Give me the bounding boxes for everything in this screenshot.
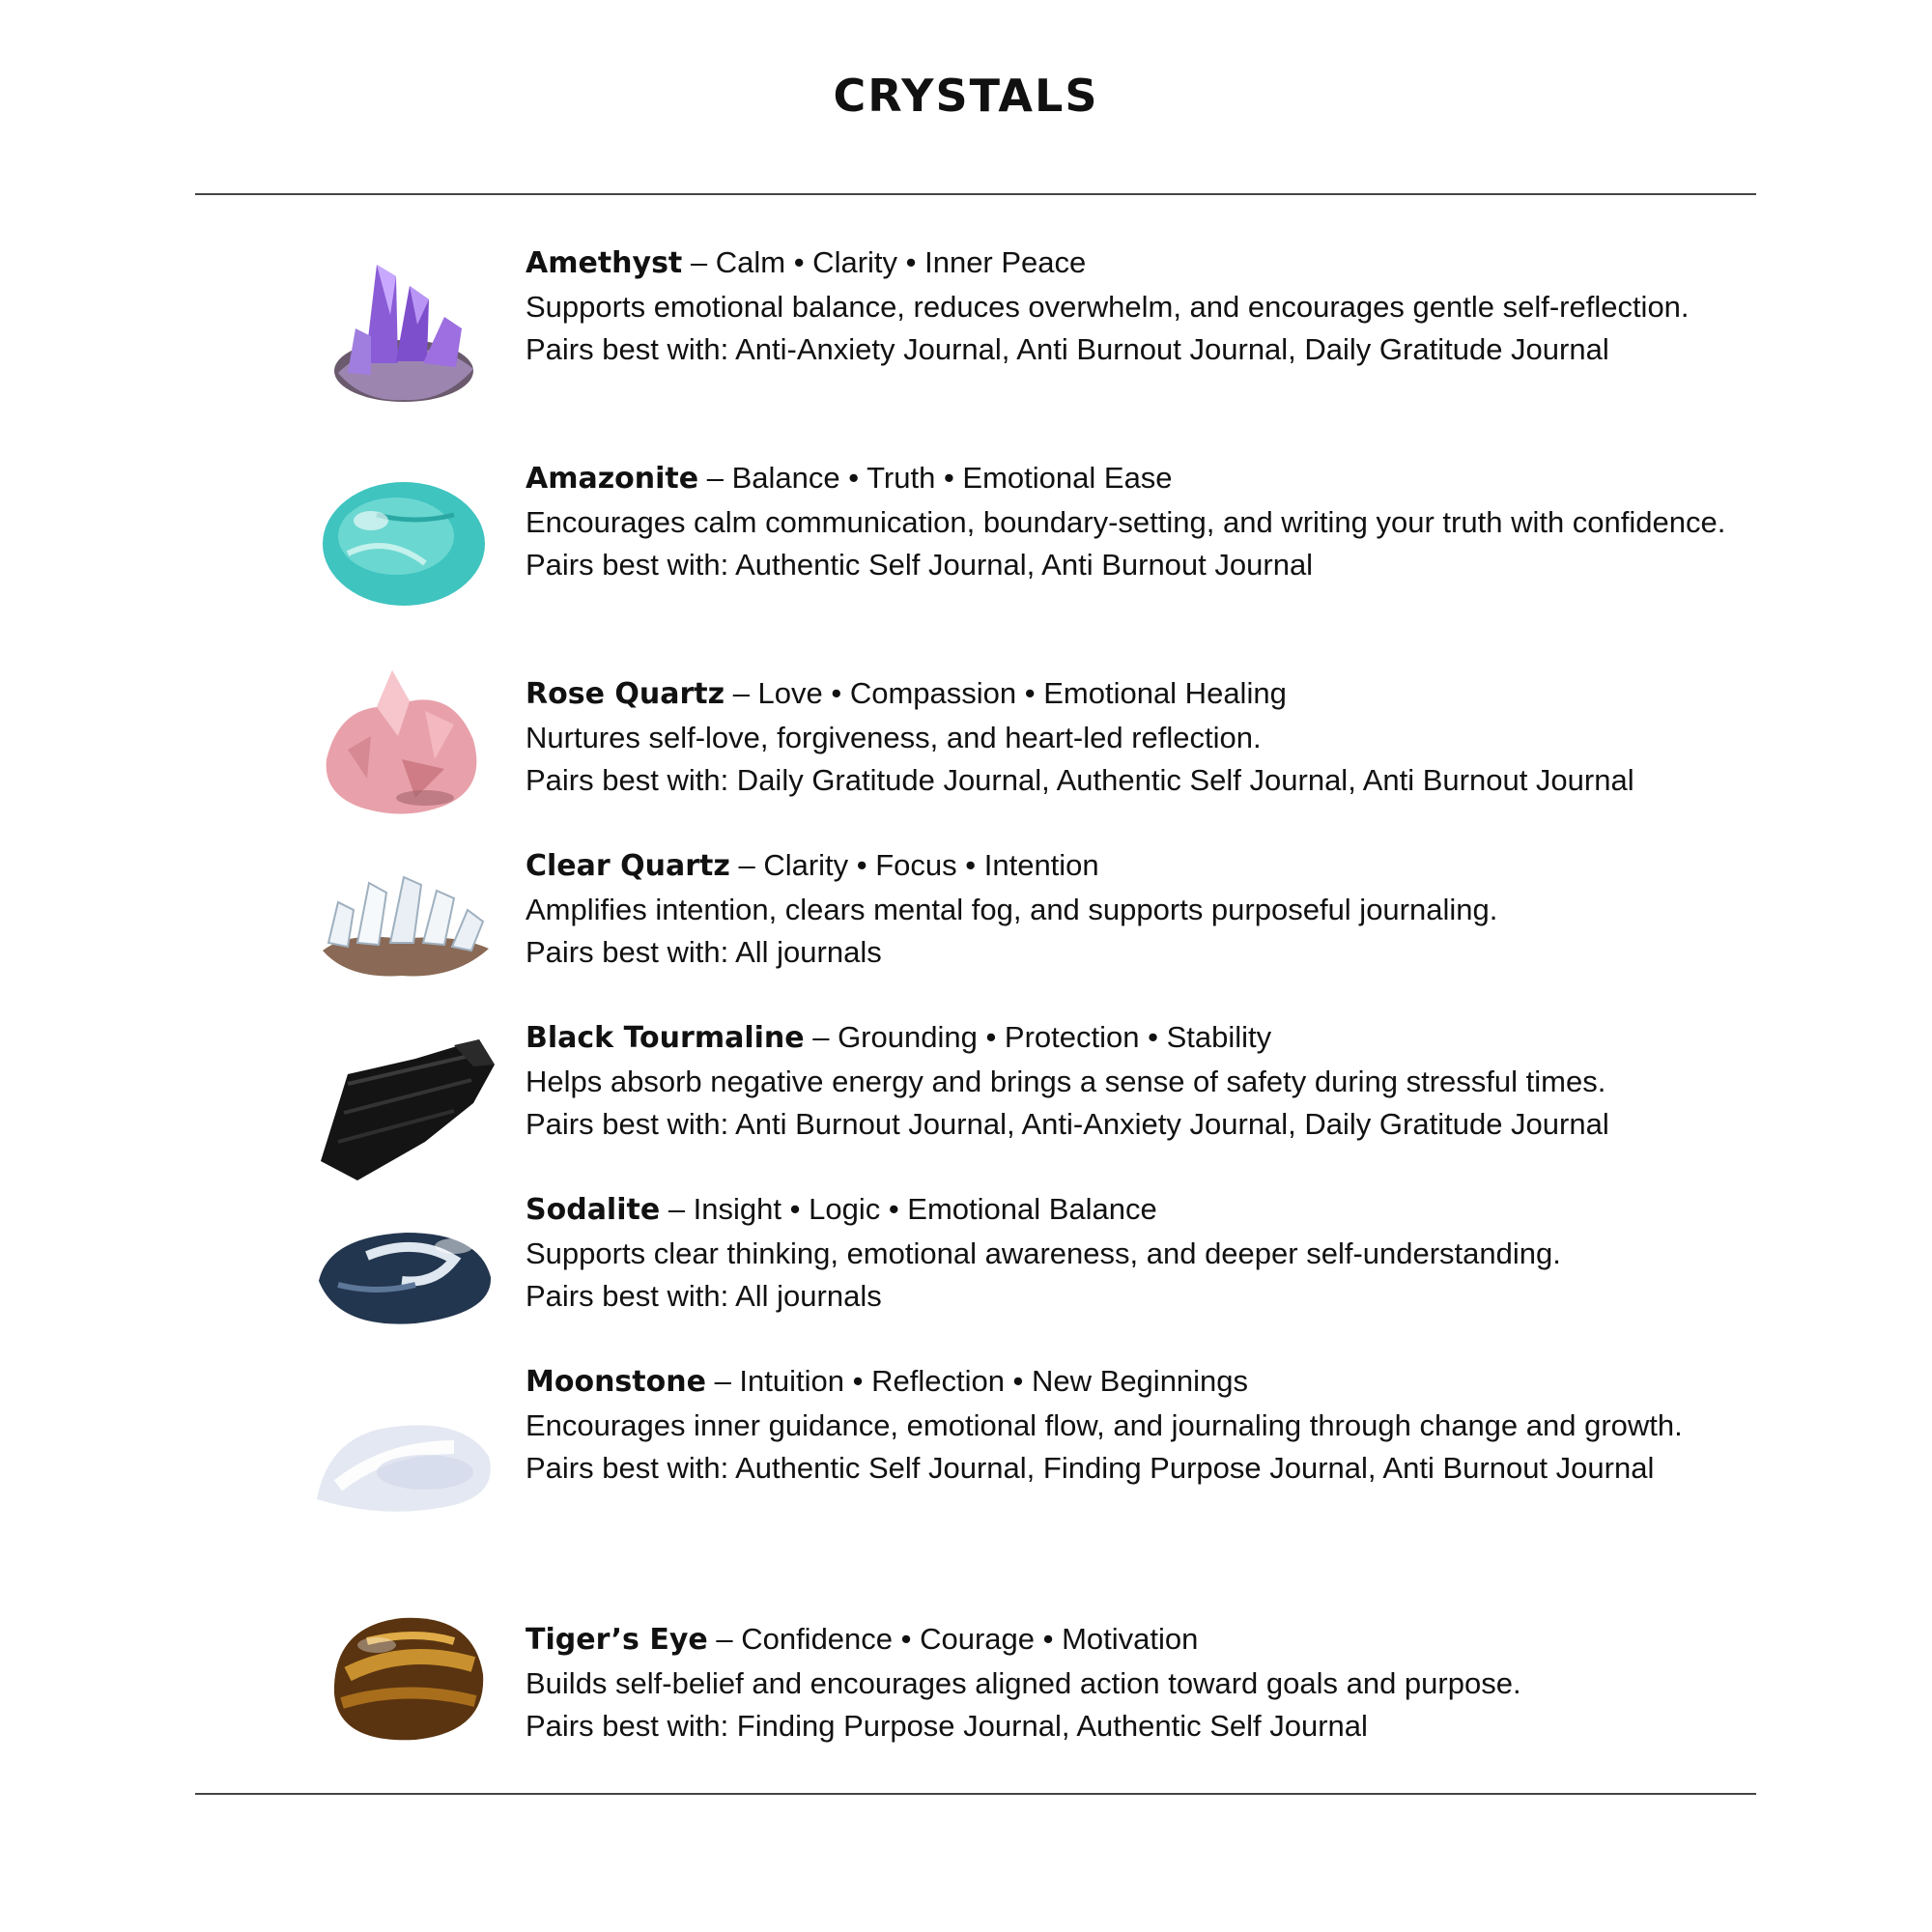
amazonite-text — [526, 457, 1733, 587]
crystal-name: Black Tourmaline — [526, 1021, 805, 1055]
moonstone-text — [526, 1360, 1733, 1491]
rose-quartz-text — [526, 672, 1733, 803]
crystal-attributes: – Love • Compassion • Emotional Healing — [732, 676, 1287, 710]
crystal-attributes: – Insight • Logic • Emotional Balance — [668, 1192, 1157, 1226]
crystal-attributes: – Grounding • Protection • Stability — [812, 1020, 1272, 1054]
rose-quartz-cluster-icon — [309, 653, 498, 827]
tigers-eye-stone-icon — [309, 1587, 498, 1761]
crystal-name: Tiger’s Eye — [526, 1623, 708, 1657]
crystal-pairs: Pairs best with: Authentic Self Journal, Anti Burnout Journal — [526, 548, 1314, 582]
crystal-description: Encourages calm communication, boundary-setting, and writing your truth with confidence. — [526, 504, 1726, 539]
crystal-description: Supports clear thinking, emotional awareness, and deeper self-understanding. — [526, 1236, 1561, 1270]
crystal-description: Encourages inner guidance, emotional flow, and journaling through change and growth. — [526, 1407, 1683, 1442]
crystal-attributes: – Clarity • Focus • Intention — [738, 848, 1099, 882]
crystal-name: Amethyst — [526, 246, 683, 280]
crystal-attributes: – Balance • Truth • Emotional Ease — [706, 461, 1173, 495]
crystal-pairs: Pairs best with: All journals — [526, 935, 882, 969]
crystal-description: Nurtures self-love, forgiveness, and heart-led reflection. — [526, 720, 1262, 754]
crystal-description: Supports emotional balance, reduces overwhelm, and encourages gentle self-reflection. — [526, 289, 1690, 324]
sodalite-text — [526, 1188, 1733, 1319]
crystal-pairs: Pairs best with: Finding Purpose Journal, Authentic Self Journal — [526, 1709, 1368, 1743]
crystal-pairs: Pairs best with: All journals — [526, 1279, 882, 1313]
crystal-attributes: – Confidence • Courage • Motivation — [716, 1622, 1199, 1656]
crystal-pairs: Pairs best with: Authentic Self Journal, Finding Purpose Journal, Anti Burnout Journal — [526, 1451, 1655, 1485]
crystal-name: Amazonite — [526, 462, 699, 496]
crystal-description: Amplifies intention, clears mental fog, and supports purposeful journaling. — [526, 892, 1498, 926]
tigers-eye-text — [526, 1618, 1733, 1748]
amethyst-cluster-icon — [309, 247, 498, 421]
sodalite-stone-icon — [309, 1188, 498, 1362]
crystal-description: Helps absorb negative energy and brings a sense of safety during stressful times. — [526, 1064, 1606, 1098]
crystal-pairs: Pairs best with: Daily Gratitude Journal, Authentic Self Journal, Anti Burnout Journal — [526, 763, 1634, 797]
crystal-description: Builds self-belief and encourages aligned action toward goals and purpose. — [526, 1665, 1521, 1700]
bottom-divider — [195, 1793, 1756, 1795]
crystal-name: Rose Quartz — [526, 677, 725, 711]
top-divider — [195, 193, 1756, 195]
crystal-name: Moonstone — [526, 1365, 706, 1399]
crystal-attributes: – Calm • Clarity • Inner Peace — [690, 245, 1087, 279]
crystal-name: Clear Quartz — [526, 849, 730, 883]
black-tourmaline-icon — [309, 1016, 498, 1190]
crystal-pairs: Pairs best with: Anti Burnout Journal, Anti-Anxiety Journal, Daily Gratitude Journal — [526, 1107, 1609, 1141]
page-title: CRYSTALS — [833, 70, 1099, 122]
black-tourmaline-text — [526, 1016, 1733, 1147]
amazonite-stone-icon — [309, 457, 498, 631]
amethyst-text — [526, 242, 1733, 372]
moonstone-icon — [309, 1379, 498, 1553]
crystal-name: Sodalite — [526, 1193, 661, 1227]
clear-quartz-text — [526, 844, 1733, 975]
clear-quartz-cluster-icon — [309, 835, 498, 1009]
crystal-pairs: Pairs best with: Anti-Anxiety Journal, Anti Burnout Journal, Daily Gratitude Journal — [526, 332, 1609, 366]
crystal-attributes: – Intuition • Reflection • New Beginnings — [714, 1364, 1249, 1398]
